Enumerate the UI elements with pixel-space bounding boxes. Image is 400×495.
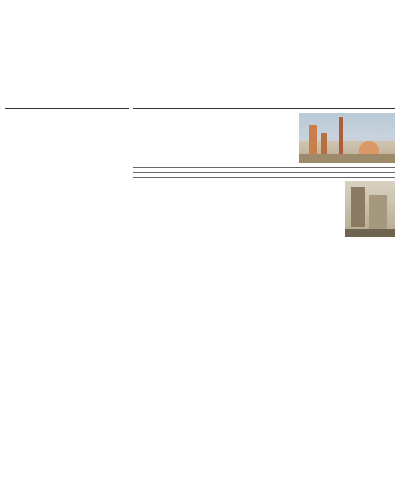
contents-title — [5, 107, 129, 109]
views-reviews-heading — [133, 171, 395, 173]
recent-projects-heading — [133, 176, 395, 178]
cover-story-heading — [133, 166, 395, 168]
babylon-thumbnail-image — [299, 113, 395, 163]
contents-column — [5, 107, 129, 115]
recent-projects-last — [133, 181, 395, 237]
synopses-title — [133, 107, 395, 109]
smoking-towers-thumbnail-image — [345, 181, 395, 237]
synopses-column — [133, 107, 395, 237]
babylon-synopsis — [133, 113, 395, 163]
